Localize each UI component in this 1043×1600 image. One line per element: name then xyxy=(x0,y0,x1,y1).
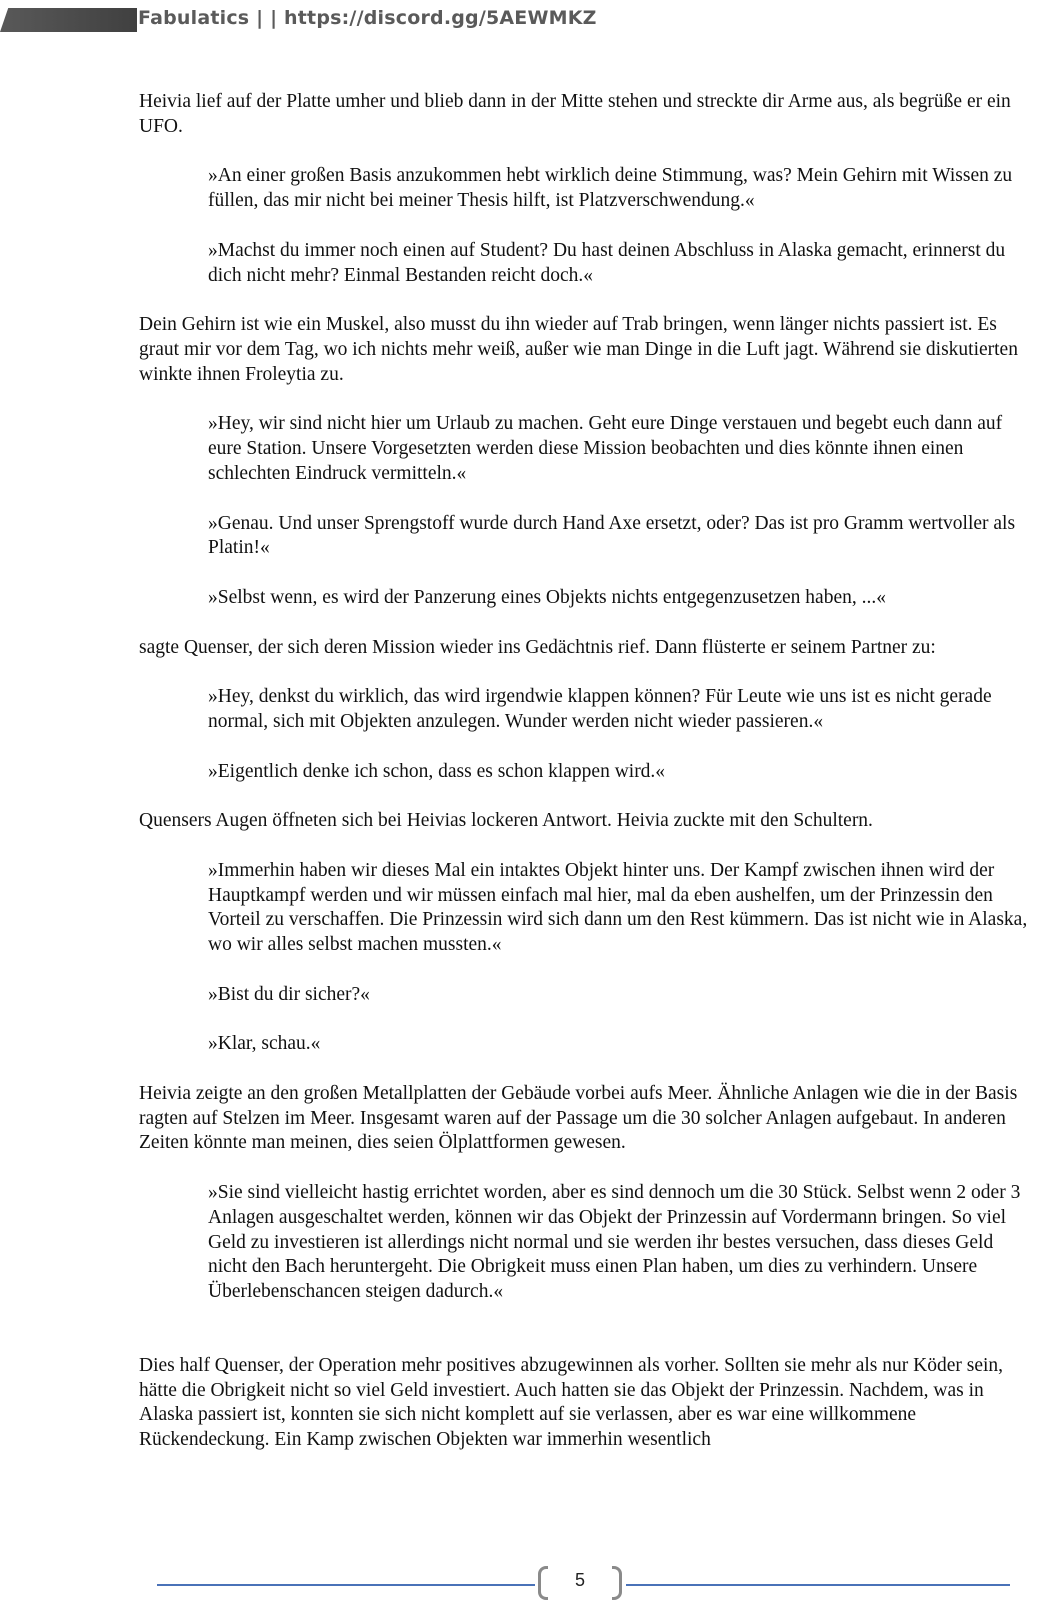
page-number: 5 xyxy=(574,1570,585,1590)
paragraph: Dein Gehirn ist wie ein Muskel, also musst du ihn wieder auf Trab bringen, wenn länger nichts passiert ist. Es graut mir vor dem Tag, wo ich nichts mehr weiß, außer wie man Dinge in die Luft jagt. Während sie diskutierten winkte ihnen Froleytia zu. xyxy=(139,314,1018,385)
dialogue-quote: »Eigentlich denke ich schon, dass es schon klappen wird.« xyxy=(208,760,666,782)
dialogue-quote: »Hey, denkst du wirklich, das wird irgendwie klappen können? Für Leute wie uns ist es nicht gerade normal, sich mit Objekten anzulegen. Wunder werden nicht wieder passieren.« xyxy=(208,686,992,732)
dialogue-quote: »Immerhin haben wir dieses Mal ein intaktes Objekt hinter uns. Der Kampf zwischen ihnen wird der Hauptkampf werden und wir müssen einfach mal hier, mal da eben aushelfen, um der Prinzessin den Vorteil zu verschaffen. Die Prinzessin wird sich dann um den Rest kümmern. Das ist nicht wie in Alaska, wo wir alles selbst machen mussten.« xyxy=(208,859,1028,956)
dialogue-quote: »Hey, wir sind nicht hier um Urlaub zu machen. Geht eure Dinge verstauen und begebt euch dann auf eure Station. Unsere Vorgesetzten werden diese Mission beobachten und dies könnte ihnen einen schlechten Eindruck vermitteln.« xyxy=(208,413,1003,484)
page-number-bracket-left xyxy=(538,1566,548,1600)
paragraph: Dies half Quenser, der Operation mehr positives abzugewinnen als vorher. Sollten sie mehr als nur Köder sein, hätte die Obrigkeit nicht so viel Geld investiert. Auch hatten sie das Objekt der Prinzessin. Nachdem, was in Alaska passiert ist, konnten sie sich nicht komplett auf sie verlassen, aber es war eine willkommene Rückendeckung. Ein Kamp zwischen Objekten war immerhin wesentlich xyxy=(139,1354,1004,1451)
page-number-bracket-right xyxy=(612,1566,622,1600)
paragraph: sagte Quenser, der sich deren Mission wieder ins Gedächtnis rief. Dann flüsterte er seinem Partner zu: xyxy=(139,636,936,658)
dialogue-quote: »Bist du dir sicher?« xyxy=(208,983,370,1005)
dialogue-quote: »Machst du immer noch einen auf Student? Du hast deinen Abschluss in Alaska gemacht, erinnerst du dich nicht mehr? Einmal Bestanden reicht doch.« xyxy=(208,239,1006,286)
footer-rule-left xyxy=(157,1584,535,1586)
page-footer xyxy=(0,1562,1043,1600)
footer-rule-right xyxy=(626,1584,1010,1586)
paragraph: Heivia zeigte an den großen Metallplatten der Gebäude vorbei aufs Meer. Ähnliche Anlagen wie die in der Basis ragten auf Stelzen im Meer. Insgesamt waren auf der Passage um die 30 solcher Anlagen aufgebaut. In anderen Zeiten könnte man meinen, dies seien Ölplattformen gewesen. xyxy=(139,1082,1018,1154)
dialogue-quote: »Sie sind vielleicht hastig errichtet worden, aber es sind dennoch um die 30 Stück. Selbst wenn 2 oder 3 Anlagen ausgeschaltet werden, können wir das Objekt der Prinzessin auf Vordermann bringen. So viel Geld zu investieren ist allerdings nicht normal und sie werden ihr bestes versuchen, dass dieses Geld nicht den Bach heruntergeht. Die Obrigkeit muss einen Plan haben, um dies zu verhindern. Unsere Überlebenschancen steigen dadurch.« xyxy=(208,1182,1021,1303)
dialogue-quote: »Genau. Und unser Sprengstoff wurde durch Hand Axe ersetzt, oder? Das ist pro Gramm wertvoller als Platin!« xyxy=(208,512,1016,559)
header-title: Fabulatics | | https://discord.gg/5AEWMKZ xyxy=(138,7,597,29)
spacer xyxy=(139,1330,1029,1354)
dialogue-quote: »Selbst wenn, es wird der Panzerung eines Objekts nichts entgegenzusetzen haben, ...« xyxy=(208,586,886,608)
paragraph: Heivia lief auf der Platte umher und blieb dann in der Mitte stehen und streckte dir Arme aus, als begrüße er ein UFO. xyxy=(139,91,1011,137)
dialogue-quote: »Klar, schau.« xyxy=(208,1033,321,1055)
paragraph: Quensers Augen öffneten sich bei Heivias lockeren Antwort. Heivia zuckte mit den Schultern. xyxy=(139,810,873,832)
header-bar xyxy=(0,8,137,32)
page-body xyxy=(139,90,1029,1478)
dialogue-quote: »An einer großen Basis anzukommen hebt wirklich deine Stimmung, was? Mein Gehirn mit Wissen zu füllen, das mir nicht bei meiner Thesis hilft, ist Platzverschwendung.« xyxy=(208,165,1013,212)
